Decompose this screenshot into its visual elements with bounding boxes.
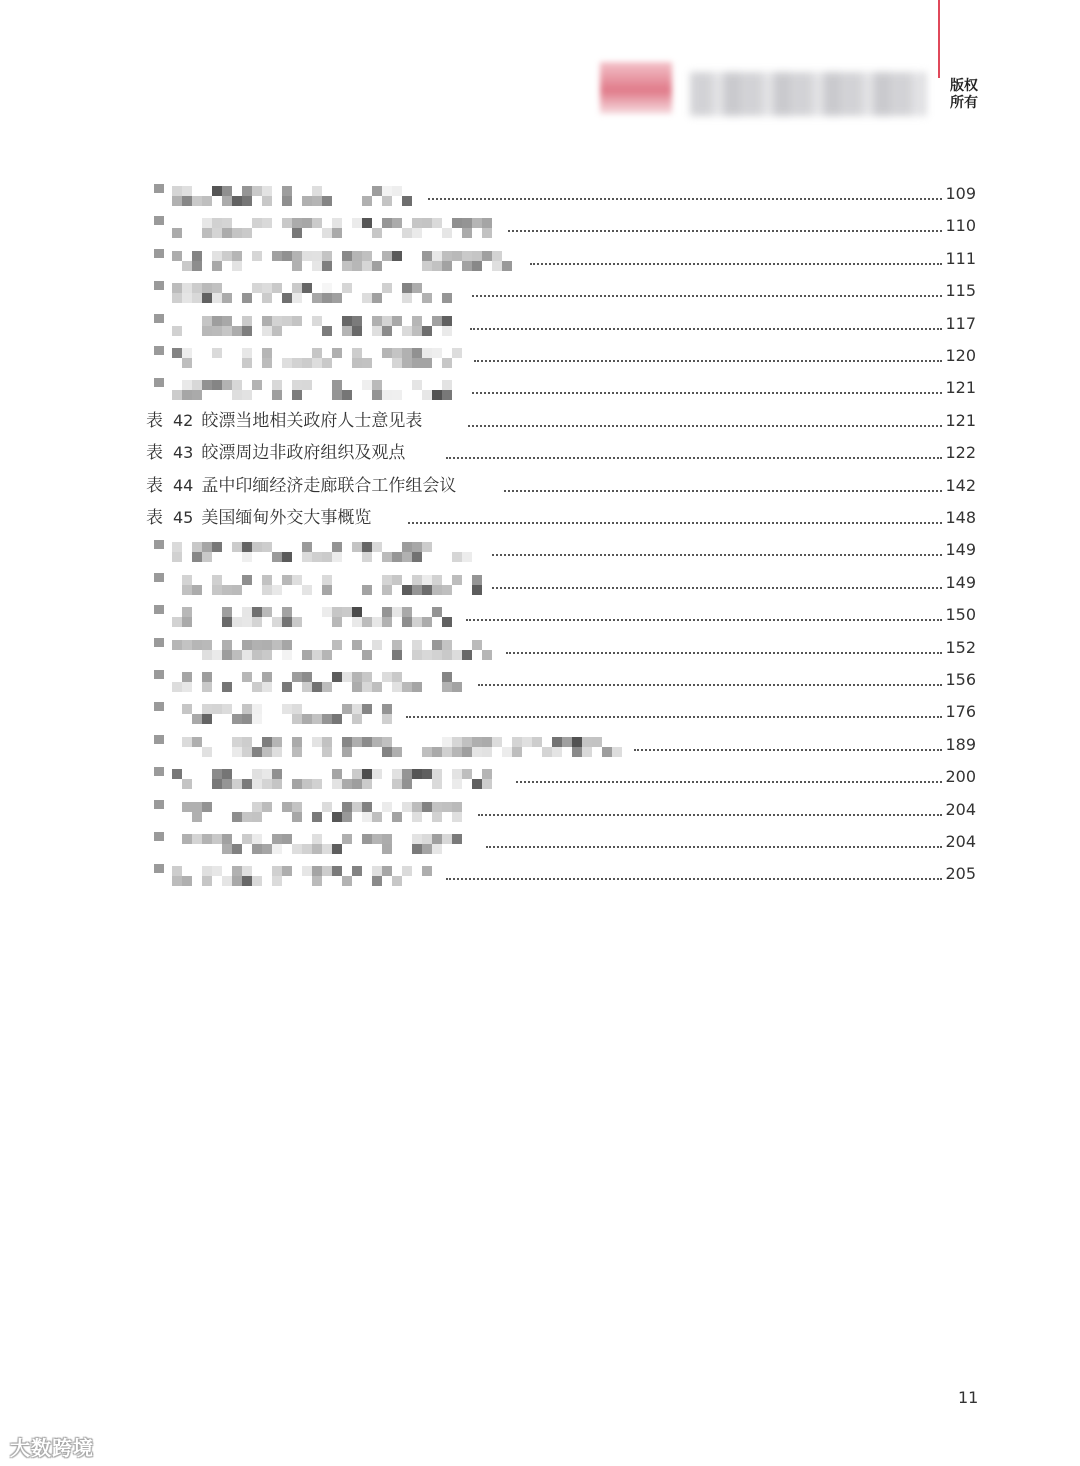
toc-entry xyxy=(146,214,976,238)
redacted-label xyxy=(148,765,498,789)
dot-leader xyxy=(428,198,942,200)
toc-entry xyxy=(146,441,976,465)
toc-entry xyxy=(146,668,976,692)
redacted-label xyxy=(148,571,474,595)
toc-entry xyxy=(146,636,976,660)
copyright-line-2: 所有 xyxy=(950,95,978,111)
toc-entry xyxy=(146,409,976,433)
toc-entry xyxy=(146,376,976,400)
toc-entry-page: 110 xyxy=(945,216,976,235)
toc-entry xyxy=(146,247,976,271)
toc-entry-page: 121 xyxy=(945,411,976,430)
toc-entry-page: 204 xyxy=(945,800,976,819)
redacted-label xyxy=(148,376,454,400)
redacted-label xyxy=(148,603,448,627)
toc-entry-label xyxy=(146,474,456,498)
toc-entry xyxy=(146,182,976,206)
toc-entry-number: 43 xyxy=(173,443,194,462)
toc-entry xyxy=(146,571,976,595)
dot-leader xyxy=(492,587,942,589)
toc-entry-page: 122 xyxy=(945,443,976,462)
toc-entry xyxy=(146,538,976,562)
redacted-label xyxy=(148,182,410,206)
redacted-label xyxy=(148,636,488,660)
toc-entry-number: 42 xyxy=(173,411,194,430)
toc-entry-page: 111 xyxy=(945,249,976,268)
toc-entry xyxy=(146,798,976,822)
toc-entry-page: 148 xyxy=(945,508,976,527)
dot-leader xyxy=(408,522,942,524)
toc-entry-page: 205 xyxy=(945,864,976,883)
toc-entry-page: 149 xyxy=(945,573,976,592)
toc-entry-page: 121 xyxy=(945,378,976,397)
toc-entry-page: 176 xyxy=(945,702,976,721)
toc-entry-prefix: 表 xyxy=(146,508,163,528)
watermark: 大数跨境 xyxy=(10,1436,94,1460)
dot-leader xyxy=(492,554,942,556)
toc-entry-title: 皎漂周边非政府组织及观点 xyxy=(201,443,406,463)
redacted-label xyxy=(148,247,512,271)
redacted-label xyxy=(148,538,474,562)
dot-leader xyxy=(468,425,942,427)
redacted-label xyxy=(148,700,388,724)
toc-entry-title: 孟中印缅经济走廊联合工作组会议 xyxy=(201,476,457,496)
toc-entry xyxy=(146,733,976,757)
redacted-label xyxy=(148,798,460,822)
blurred-header-title xyxy=(690,72,926,116)
toc-entry-page: 109 xyxy=(945,184,976,203)
dot-leader xyxy=(406,716,942,718)
dot-leader xyxy=(478,684,942,686)
redacted-label xyxy=(148,733,616,757)
copyright-line-1: 版权 xyxy=(950,78,978,94)
toc-entry xyxy=(146,765,976,789)
dot-leader xyxy=(506,652,942,654)
redacted-label xyxy=(148,214,490,238)
toc-entry xyxy=(146,700,976,724)
toc-entry-title: 美国缅甸外交大事概览 xyxy=(201,508,372,528)
dot-leader xyxy=(446,457,942,459)
toc-entry-number: 45 xyxy=(173,508,194,527)
redacted-label xyxy=(148,344,456,368)
dot-leader xyxy=(472,392,942,394)
toc-entry-page: 150 xyxy=(945,605,976,624)
blurred-logo xyxy=(600,62,672,114)
dot-leader xyxy=(530,263,942,265)
toc-entry-label xyxy=(146,409,422,433)
toc-entry xyxy=(146,506,976,530)
toc-entry-page: 204 xyxy=(945,832,976,851)
toc-entry xyxy=(146,830,976,854)
toc-entry xyxy=(146,603,976,627)
dot-leader xyxy=(504,490,942,492)
dot-leader xyxy=(486,846,942,848)
redacted-label xyxy=(148,312,452,336)
toc-entry-page: 189 xyxy=(945,735,976,754)
redacted-label xyxy=(148,279,454,303)
copyright-notice xyxy=(950,78,978,112)
dot-leader xyxy=(516,781,942,783)
dot-leader xyxy=(634,749,942,751)
dot-leader xyxy=(474,360,942,362)
toc-entry-label xyxy=(146,506,371,530)
toc-entry-prefix: 表 xyxy=(146,443,163,463)
dot-leader xyxy=(446,878,942,880)
redacted-label xyxy=(148,668,460,692)
dot-leader xyxy=(472,295,942,297)
dot-leader xyxy=(508,230,942,232)
toc-entry-page: 149 xyxy=(945,540,976,559)
dot-leader xyxy=(466,619,942,621)
toc-entry-prefix: 表 xyxy=(146,411,163,431)
toc-entry-page: 120 xyxy=(945,346,976,365)
toc-entry-label xyxy=(146,441,405,465)
toc-entry-prefix: 表 xyxy=(146,476,163,496)
toc-entry-page: 117 xyxy=(945,314,976,333)
page-number: 11 xyxy=(958,1388,979,1407)
toc-entry xyxy=(146,344,976,368)
toc-entry-title: 皎漂当地相关政府人士意见表 xyxy=(201,411,423,431)
toc-entry xyxy=(146,862,976,886)
toc-entry-number: 44 xyxy=(173,476,194,495)
toc-entry-page: 115 xyxy=(945,281,976,300)
toc-entry xyxy=(146,312,976,336)
toc-entry-page: 152 xyxy=(945,638,976,657)
toc-entry xyxy=(146,279,976,303)
redacted-label xyxy=(148,830,468,854)
dot-leader xyxy=(470,328,942,330)
dot-leader xyxy=(478,814,942,816)
toc-entry-page: 142 xyxy=(945,476,976,495)
toc-entry-page: 200 xyxy=(945,767,976,786)
header-red-line xyxy=(938,0,940,78)
toc-entry xyxy=(146,474,976,498)
toc-entry-page: 156 xyxy=(945,670,976,689)
redacted-label xyxy=(148,862,428,886)
